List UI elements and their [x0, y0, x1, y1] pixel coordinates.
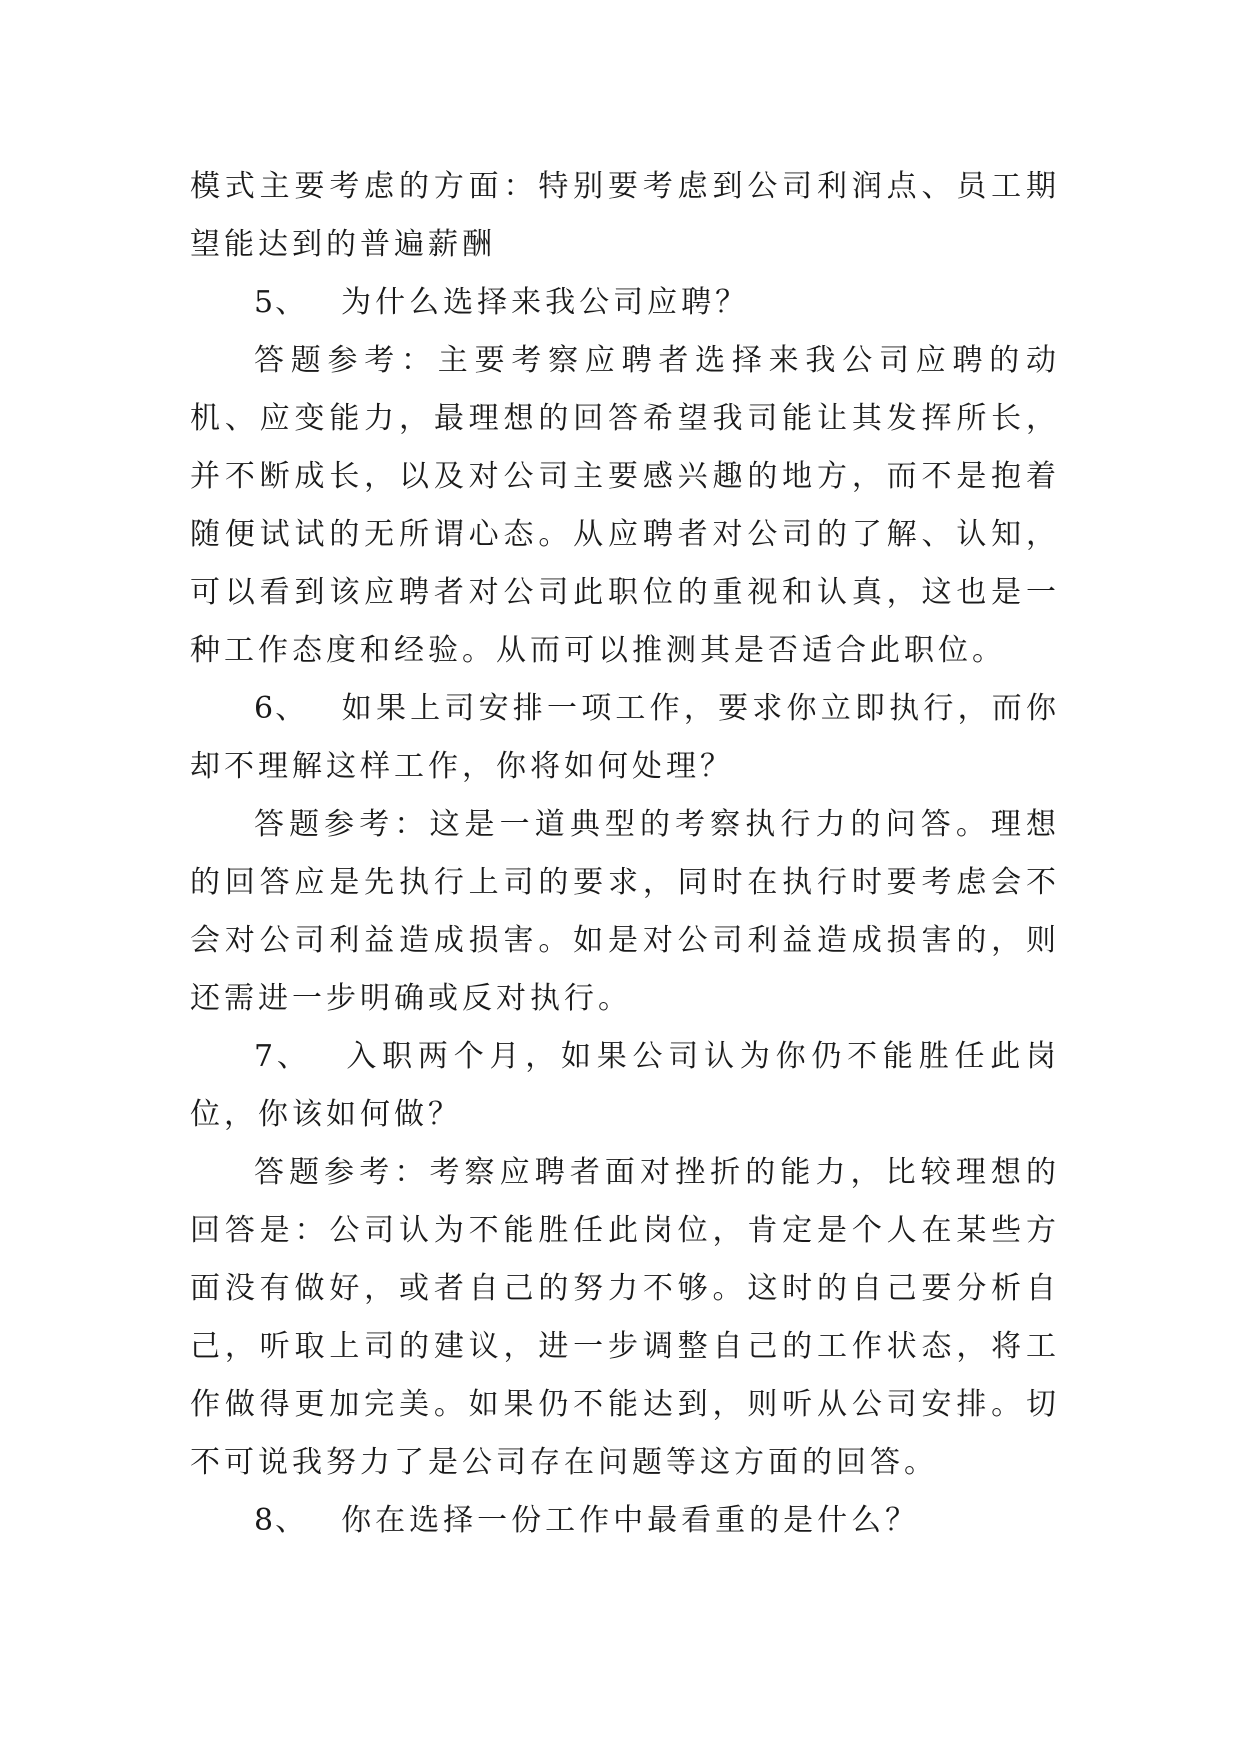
question-number: 7、: [254, 1039, 311, 1074]
answer-6: 答题参考：这是一道典型的考察执行力的问答。理想的回答应是先执行上司的要求，同时在执行时要考虑会不会对公司利益造成损害。如是对公司利益造成损害的，则还需进一步明确或反对执行。: [190, 807, 1060, 1016]
answer-5: 答题参考：主要考察应聘者选择来我公司应聘的动机、应变能力，最理想的回答希望我司能让其发挥所长，并不断成长，以及对公司主要感兴趣的地方，而不是抱着随便试试的无所谓心态。从应聘者对公司的了解、认知，可以看到该应聘者对公司此职位的重视和认真，这也是一种工作态度和经验。从而可以推测其是否适合此职位。: [190, 343, 1060, 668]
question-6: [190, 680, 1060, 796]
answer-7: 答题参考：考察应聘者面对挫折的能力，比较理想的回答是：公司认为不能胜任此岗位，肯定是个人在某些方面没有做好，或者自己的努力不够。这时的自己要分析自己，听取上司的建议，进一步调整自己的工作状态，将工作做得更加完美。如果仍不能达到，则听从公司安排。切不可说我努力了是公司存在问题等这方面的回答。: [190, 1155, 1060, 1480]
document-body: [190, 158, 1060, 1550]
question-number: 5、: [254, 285, 308, 320]
question-number: 8、: [254, 1503, 308, 1538]
question-text: 你在选择一份工作中最看重的是什么？: [341, 1503, 920, 1538]
question-8: [190, 1492, 1060, 1550]
paragraph-continuation: 模式主要考虑的方面：特别要考虑到公司利润点、员工期望能达到的普遍薪酬: [190, 169, 1060, 262]
question-text: 为什么选择来我公司应聘？: [341, 285, 750, 320]
question-5: [190, 274, 1060, 332]
question-text: 如果上司安排一项工作，要求你立即执行，而你却不理解这样工作，你将如何处理？: [190, 691, 1060, 784]
question-number: 6、: [254, 691, 308, 726]
question-7: [190, 1028, 1060, 1144]
question-text: 入职两个月，如果公司认为你仍不能胜任此岗位，你该如何做？: [190, 1039, 1060, 1132]
